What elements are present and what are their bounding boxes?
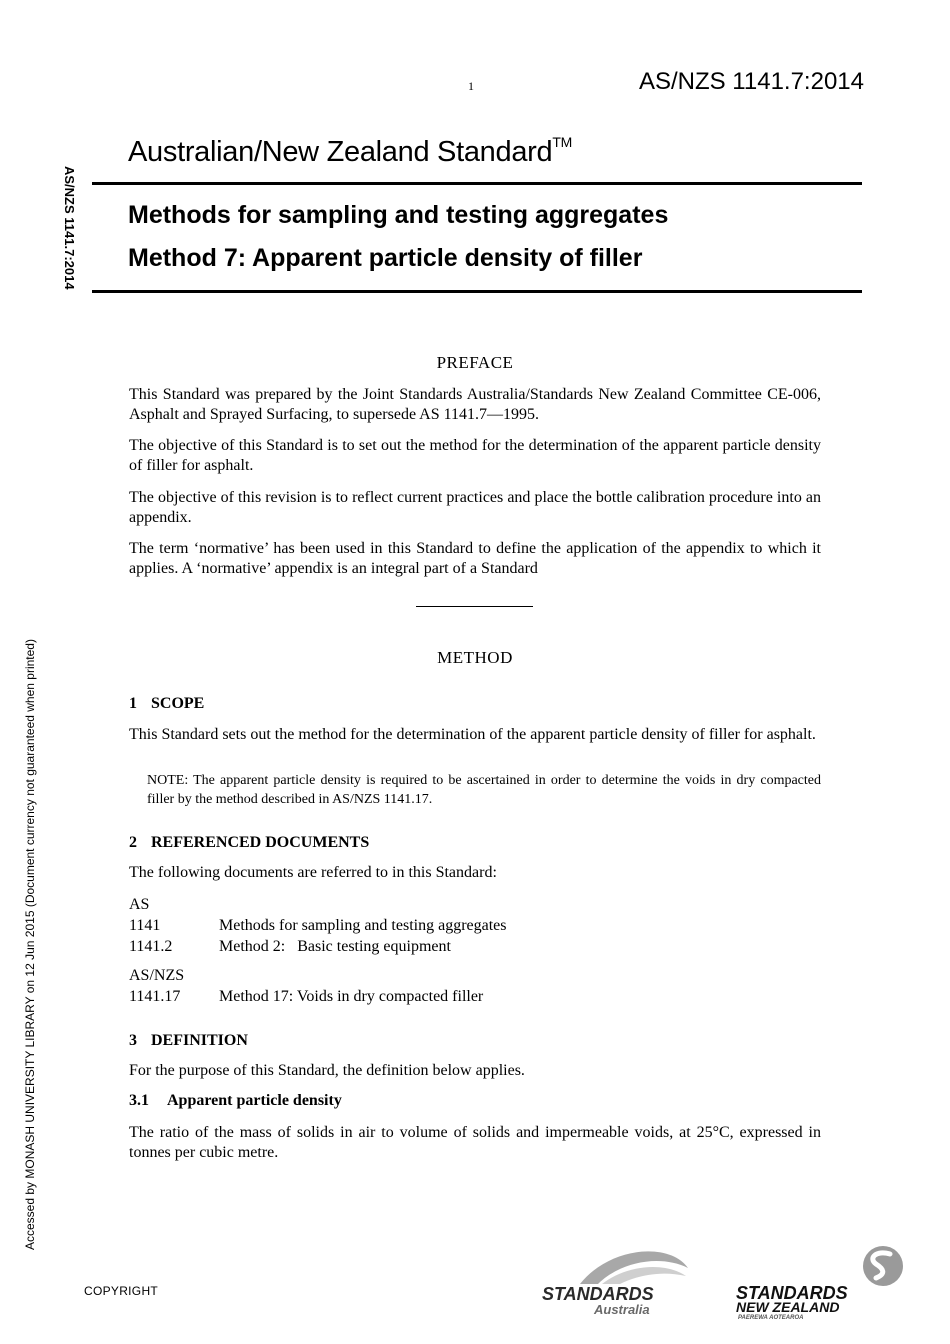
page-number: 1	[468, 79, 474, 93]
standards-new-zealand-logo	[736, 1244, 906, 1320]
access-notice: Accessed by MONASH UNIVERSITY LIBRARY on 12 Jun 2015 (Document currency not guaranteed when printed)	[23, 639, 37, 1250]
method-title: METHOD	[437, 648, 513, 667]
section-title: DEFINITION	[151, 1032, 248, 1049]
document-id: AS/NZS 1141.7:2014	[638, 68, 864, 95]
subsection-number: 3.1	[129, 1092, 149, 1109]
section-title: SCOPE	[151, 695, 205, 712]
reference-group-asnzs	[129, 965, 483, 1007]
section-title: REFERENCED DOCUMENTS	[151, 834, 370, 851]
definition-body: The ratio of the mass of solids in air to volume of solids and impermeable voids, at 25°C, expressed in tonnes per cubic metre.	[129, 1124, 821, 1161]
preface-paragraph-2: The objective of this Standard is to set out the method for the determination of the apparent particle density of filler for asphalt.	[129, 437, 821, 474]
reference-title: Methods for sampling and testing aggregates	[219, 917, 507, 934]
reference-code: 1141	[129, 917, 161, 934]
reference-group-label: AS/NZS	[129, 967, 185, 984]
section-number: 1	[129, 695, 137, 712]
logo-text-new-zealand: NEW ZEALAND	[736, 1299, 840, 1315]
reference-row	[129, 915, 507, 936]
preface-paragraph-1: This Standard was prepared by the Joint Standards Australia/Standards New Zealand Committee CE-006, Asphalt and Sprayed Surfacing, to supersede AS 1141.7—1995.	[129, 386, 821, 423]
logo-swoosh	[580, 1251, 688, 1284]
top-rule	[92, 182, 862, 185]
subsection-title: Apparent particle density	[167, 1092, 342, 1109]
standards-australia-logo	[540, 1248, 690, 1316]
section-number: 2	[129, 834, 137, 851]
standard-type-text: Australian/New Zealand Standard	[128, 136, 553, 168]
scope-note: NOTE: The apparent particle density is required to be ascertained in order to determine the voids in dry compacted filler by the method described in AS/NZS 1141.17.	[147, 773, 821, 807]
reference-title: Method 2: Basic testing equipment	[219, 938, 451, 955]
document-title-line-2: Method 7: Apparent particle density of filler	[128, 244, 643, 272]
subsection-3-1-heading	[129, 1092, 342, 1110]
reference-code: 1141.17	[129, 988, 181, 1005]
logo-text-paerewa: PAEREWA AOTEAROA	[738, 1315, 804, 1320]
section-3-heading	[129, 1032, 248, 1050]
reference-code: 1141.2	[129, 938, 173, 955]
preface-paragraph-4: The term ‘normative’ has been used in this Standard to define the application of the appendix to which it applies. A ‘normative’ appendix is an integral part of a Standard	[129, 540, 821, 577]
bottom-rule	[92, 290, 862, 293]
side-document-id: AS/NZS 1141.7:2014	[62, 166, 77, 290]
reference-group-as	[129, 894, 507, 957]
reference-group-label: AS	[129, 896, 150, 913]
logo-text-standards: STANDARDS	[736, 1283, 848, 1303]
copyright-label: COPYRIGHT	[84, 1284, 159, 1298]
reference-row	[129, 936, 507, 957]
section-2-heading	[129, 834, 369, 852]
logo-text-australia: Australia	[594, 1302, 650, 1316]
reference-row	[129, 986, 483, 1007]
preface-paragraph-3: The objective of this revision is to reflect current practices and place the bottle calibration procedure into an appendix.	[129, 489, 821, 526]
preface-title: PREFACE	[436, 353, 514, 372]
reference-title: Method 17: Voids in dry compacted filler	[219, 988, 484, 1005]
definition-intro: For the purpose of this Standard, the definition below applies.	[129, 1062, 525, 1079]
section-separator	[416, 606, 533, 607]
document-title-line-1: Methods for sampling and testing aggregates	[128, 201, 669, 229]
scope-body: This Standard sets out the method for the determination of the apparent particle density of filler for asphalt.	[129, 726, 816, 743]
logo-text-standards: STANDARDS	[542, 1284, 654, 1304]
section-number: 3	[129, 1032, 137, 1049]
standard-type-title	[128, 136, 572, 169]
section-1-heading	[129, 695, 204, 713]
trademark-mark: TM	[552, 134, 572, 150]
references-intro: The following documents are referred to in this Standard:	[129, 864, 497, 881]
